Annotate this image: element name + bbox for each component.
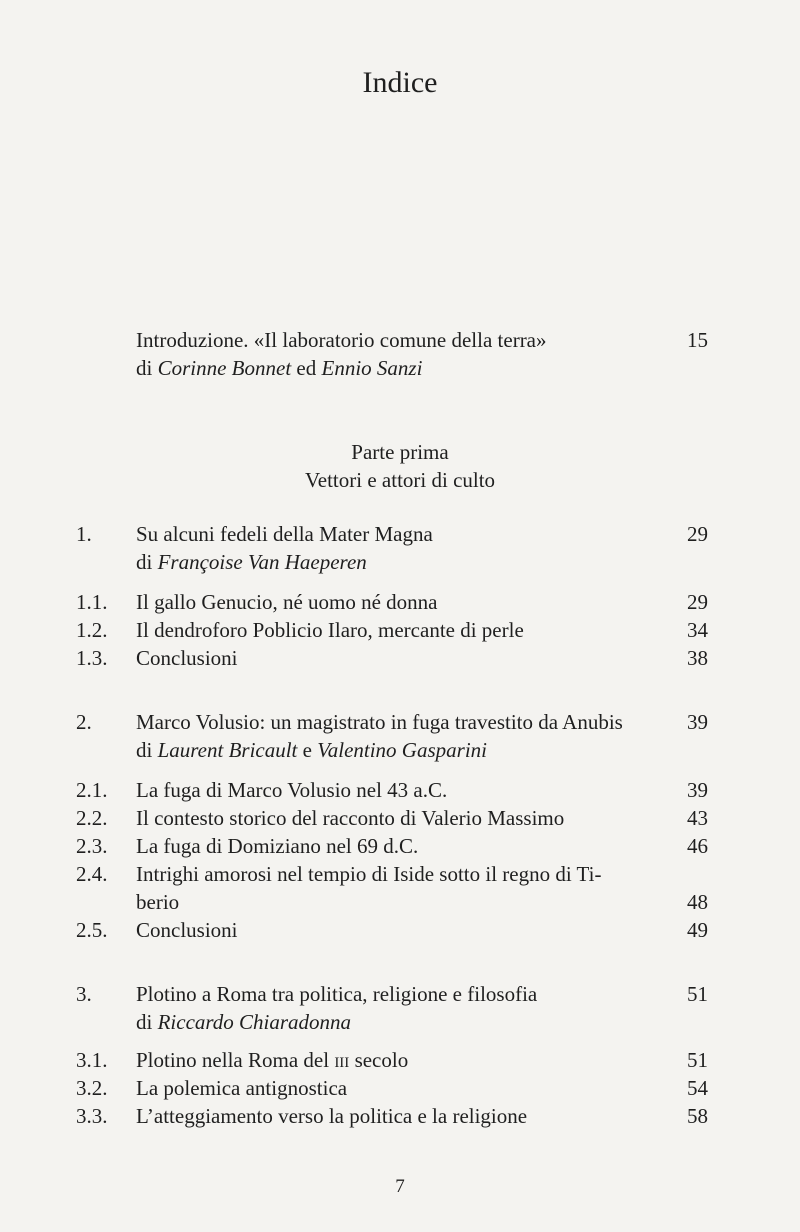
toc-section[interactable] <box>0 776 800 804</box>
toc-section[interactable] <box>0 1074 800 1102</box>
toc-page-number: 46 <box>687 834 708 858</box>
chapter-title: Plotino a Roma tra politica, religione e filosofia <box>136 982 538 1006</box>
byline-connector: e <box>302 738 312 762</box>
section-number: 1.2. <box>76 618 108 642</box>
toc-chapter-3[interactable] <box>0 980 800 1008</box>
byline-prefix: di <box>136 1010 153 1034</box>
section-title: L’atteggiamento verso la politica e la religione <box>136 1104 528 1128</box>
section-title-continuation: berio <box>136 890 180 914</box>
section-title: Il dendroforo Poblicio Ilaro, mercante di perle <box>136 618 524 642</box>
page-title: Indice <box>362 66 438 99</box>
section-number: 1.3. <box>76 646 108 670</box>
section-number: 2.2. <box>76 806 108 830</box>
toc-page-number: 43 <box>687 806 708 830</box>
section-title: Il gallo Genucio, né uomo né donna <box>136 590 438 614</box>
byline-prefix: di <box>136 738 153 762</box>
toc-page-number: 34 <box>687 618 708 642</box>
section-title: Intrighi amorosi nel tempio di Iside sotto il regno di Ti- <box>136 862 602 886</box>
author-name: Valentino Gasparini <box>317 738 487 762</box>
byline-prefix: di <box>136 356 153 380</box>
toc-page-number: 39 <box>687 710 708 734</box>
section-title: La fuga di Domiziano nel 69 d.C. <box>136 834 419 858</box>
toc-section[interactable] <box>0 1102 800 1130</box>
section-number: 3.3. <box>76 1104 108 1128</box>
part-label: Parte prima <box>351 440 449 464</box>
toc-page-number: 39 <box>687 778 708 802</box>
section-title: La polemica antignostica <box>136 1076 348 1100</box>
section-title: Conclusioni <box>136 918 238 942</box>
chapter-title: Marco Volusio: un magistrato in fuga travestito da Anubis <box>136 710 623 734</box>
toc-chapter-2[interactable] <box>0 708 800 736</box>
toc-byline-intro <box>0 354 800 382</box>
toc-section[interactable] <box>0 1046 800 1074</box>
page-number-folio: 7 <box>395 1176 405 1197</box>
section-number: 2.1. <box>76 778 108 802</box>
author-name: Laurent Bricault <box>157 738 298 762</box>
toc-page-number: 48 <box>687 890 708 914</box>
toc-section[interactable] <box>0 832 800 860</box>
toc-page-number: 15 <box>687 328 708 352</box>
toc-page-number: 51 <box>687 1048 708 1072</box>
toc-page-number: 29 <box>687 590 708 614</box>
section-number: 2.3. <box>76 834 108 858</box>
section-number: 2.4. <box>76 862 108 886</box>
toc-section-continuation[interactable] <box>0 888 800 916</box>
section-title: Il contesto storico del racconto di Valerio Massimo <box>136 806 565 830</box>
part-title: Vettori e attori di culto <box>304 468 496 492</box>
chapter-number: 3. <box>76 982 92 1006</box>
author-name: Ennio Sanzi <box>321 356 423 380</box>
toc-entry-intro[interactable] <box>0 326 800 354</box>
toc-section[interactable] <box>0 644 800 672</box>
author-name: Riccardo Chiaradonna <box>157 1010 352 1034</box>
section-title: Conclusioni <box>136 646 238 670</box>
roman-numeral: iii <box>334 1048 350 1072</box>
author-name: Corinne Bonnet <box>157 356 292 380</box>
toc-section[interactable] <box>0 804 800 832</box>
toc-section[interactable] <box>0 616 800 644</box>
toc-section[interactable] <box>0 916 800 944</box>
byline-prefix: di <box>136 550 153 574</box>
section-title: Plotino nella Roma del iii secolo <box>136 1048 409 1072</box>
author-name: Françoise Van Haeperen <box>157 550 367 574</box>
chapter-title: Su alcuni fedeli della Mater Magna <box>136 522 433 546</box>
toc-section[interactable] <box>0 588 800 616</box>
toc-page-number: 58 <box>687 1104 708 1128</box>
section-number: 1.1. <box>76 590 108 614</box>
section-number: 3.2. <box>76 1076 108 1100</box>
toc-entry-title: Introduzione. «Il laboratorio comune della terra» <box>136 328 547 352</box>
section-title: La fuga di Marco Volusio nel 43 a.C. <box>136 778 448 802</box>
section-number: 2.5. <box>76 918 108 942</box>
toc-page-number: 51 <box>687 982 708 1006</box>
toc-page-number: 29 <box>687 522 708 546</box>
toc-page-number: 54 <box>687 1076 708 1100</box>
chapter-number: 2. <box>76 710 92 734</box>
byline-connector: ed <box>296 356 317 380</box>
toc-page-number: 49 <box>687 918 708 942</box>
toc-byline-chapter-2 <box>0 736 800 764</box>
toc-byline-chapter-1 <box>0 548 800 576</box>
section-number: 3.1. <box>76 1048 108 1072</box>
toc-byline-chapter-3 <box>0 1008 800 1036</box>
toc-section[interactable] <box>0 860 800 888</box>
chapter-number: 1. <box>76 522 92 546</box>
toc-page-number: 38 <box>687 646 708 670</box>
toc-chapter-1[interactable] <box>0 520 800 548</box>
